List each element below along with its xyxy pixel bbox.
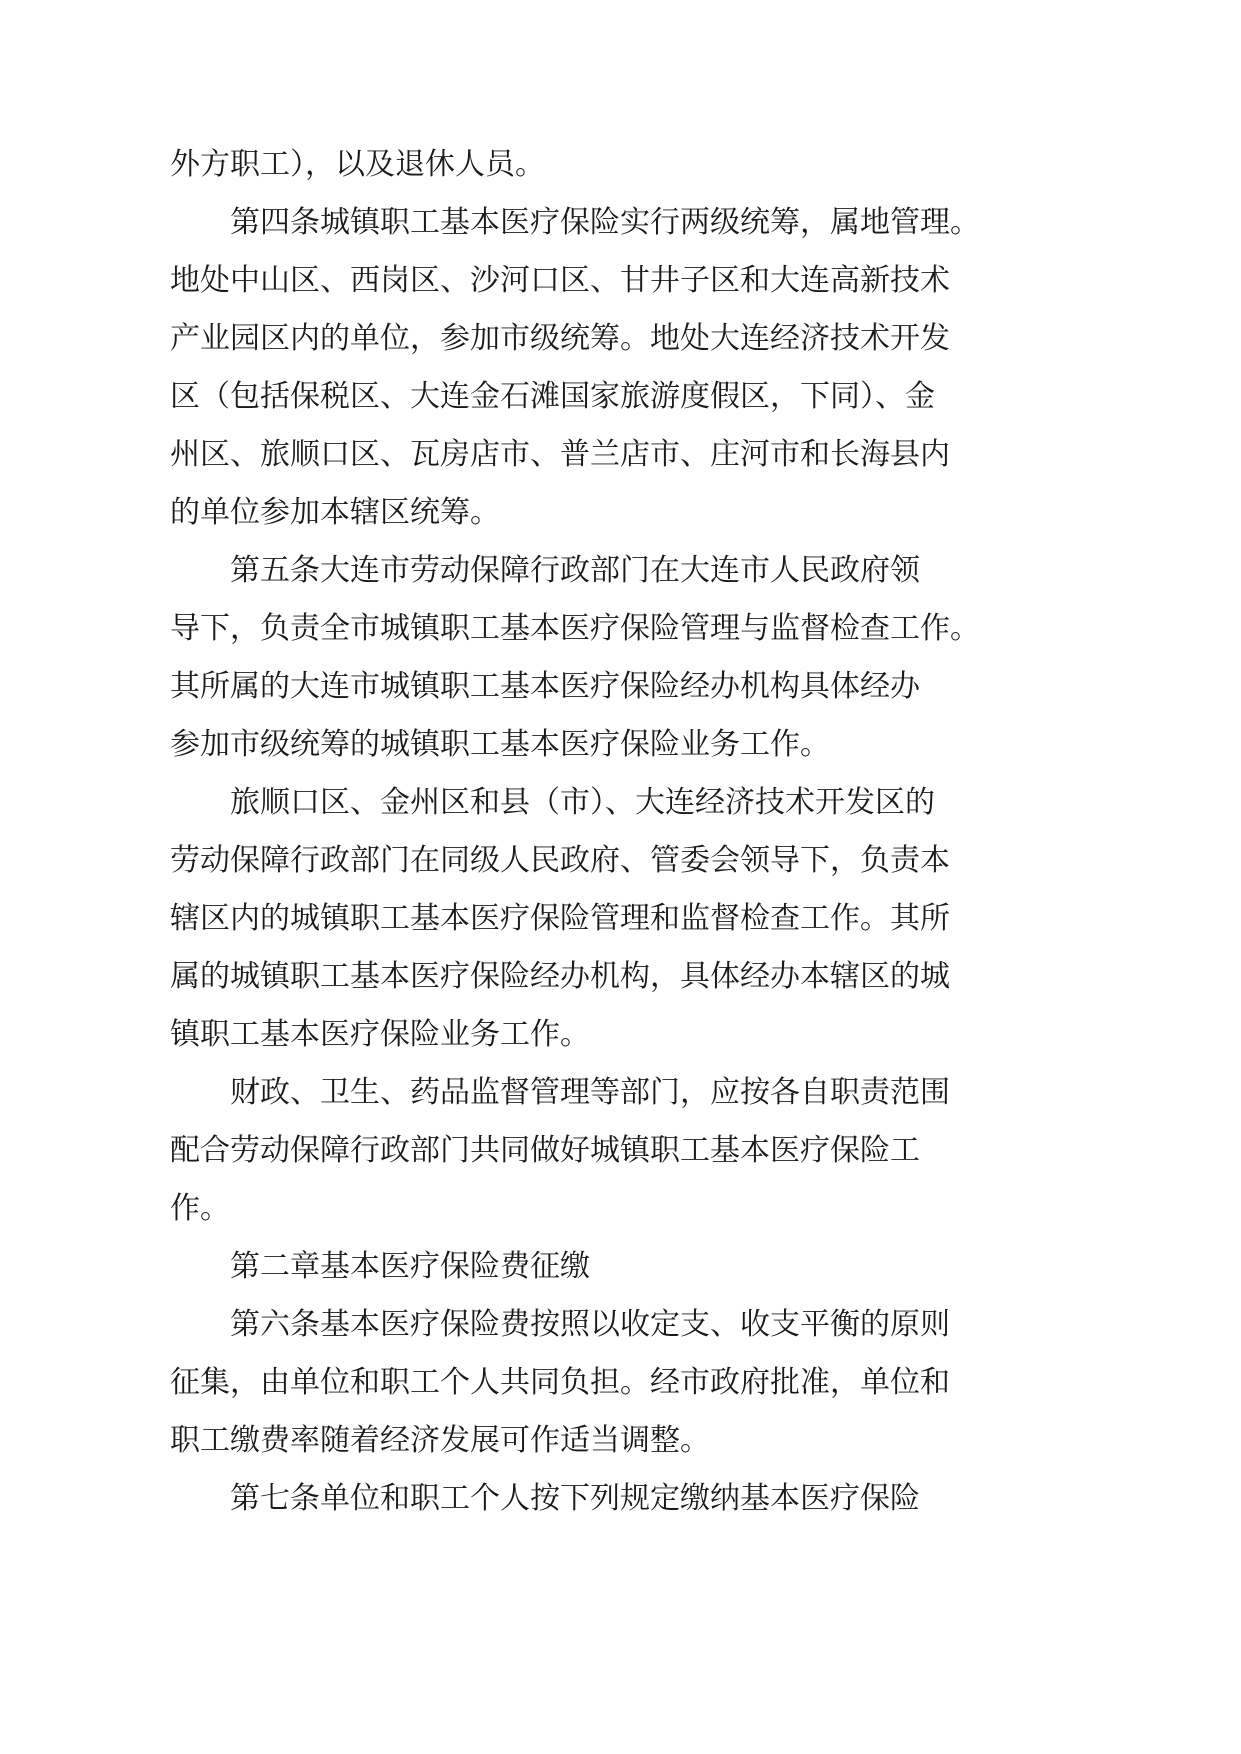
text-line: 第五条大连市劳动保障行政部门在大连市人民政府领	[230, 553, 920, 588]
chapter-heading: 第二章基本医疗保险费征缴	[230, 1249, 590, 1284]
text-line: 区（包括保税区、大连金石滩国家旅游度假区，下同）、金	[170, 379, 935, 414]
text-line: 旅顺口区、金州区和县（市）、大连经济技术开发区的	[230, 785, 935, 820]
text-line: 地处中山区、西岗区、沙河口区、甘井子区和大连高新技术	[170, 263, 950, 298]
text-line: 第六条基本医疗保险费按照以收定支、收支平衡的原则	[230, 1307, 950, 1342]
text-line: 第四条城镇职工基本医疗保险实行两级统筹，属地管理。	[230, 205, 980, 240]
text-line: 配合劳动保障行政部门共同做好城镇职工基本医疗保险工	[170, 1133, 920, 1168]
text-line: 职工缴费率随着经济发展可作适当调整。	[170, 1423, 710, 1458]
text-line: 镇职工基本医疗保险业务工作。	[170, 1017, 590, 1052]
text-line: 产业园区内的单位，参加市级统筹。地处大连经济技术开发	[170, 321, 950, 356]
text-line: 作。	[170, 1191, 230, 1226]
text-line: 的单位参加本辖区统筹。	[170, 495, 500, 530]
text-line: 其所属的大连市城镇职工基本医疗保险经办机构具体经办	[170, 669, 920, 704]
text-line: 征集，由单位和职工个人共同负担。经市政府批准，单位和	[170, 1365, 950, 1400]
text-line: 参加市级统筹的城镇职工基本医疗保险业务工作。	[170, 727, 830, 762]
text-line: 辖区内的城镇职工基本医疗保险管理和监督检查工作。其所	[170, 901, 950, 936]
text-line: 劳动保障行政部门在同级人民政府、管委会领导下，负责本	[170, 843, 950, 878]
text-line: 属的城镇职工基本医疗保险经办机构，具体经办本辖区的城	[170, 959, 950, 994]
text-line: 导下，负责全市城镇职工基本医疗保险管理与监督检查工作。	[170, 611, 980, 646]
text-line: 第七条单位和职工个人按下列规定缴纳基本医疗保险	[230, 1481, 920, 1516]
text-line: 州区、旅顺口区、瓦房店市、普兰店市、庄河市和长海县内	[170, 437, 950, 472]
text-line: 外方职工），以及退休人员。	[170, 147, 545, 182]
text-line: 财政、卫生、药品监督管理等部门，应按各自职责范围	[230, 1075, 950, 1110]
